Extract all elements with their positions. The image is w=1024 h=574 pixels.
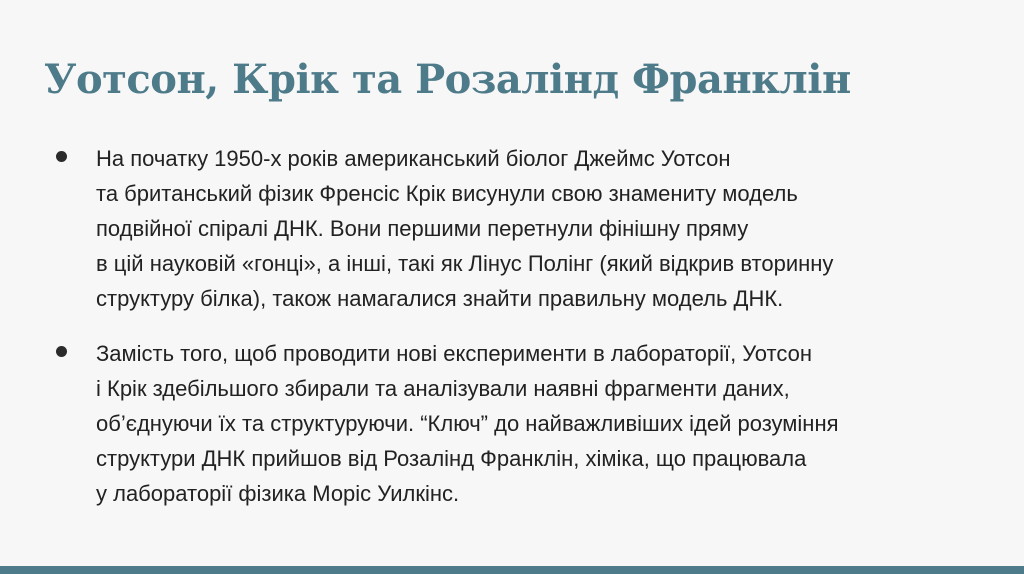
bullet-text-line: об’єднуючи їх та структуруючи. “Ключ” до найважливіших ідей розуміння bbox=[96, 411, 839, 436]
footer-accent-bar bbox=[0, 566, 1024, 574]
bullet-list bbox=[56, 141, 996, 531]
bullet-dot-icon bbox=[56, 346, 67, 357]
bullet-text-line: і Крік здебільшого збирали та аналізували наявні фрагменти даних, bbox=[96, 376, 790, 401]
bullet-text-line: в цій науковій «гонці», а інші, такі як Лінус Полінг (який відкрив вторинну bbox=[96, 251, 834, 276]
slide-title: Уотсон, Крік та Розалінд Франклін bbox=[44, 56, 851, 103]
bullet-text-line: структури ДНК прийшов від Розалінд Франклін, хіміка, що працювала bbox=[96, 446, 807, 471]
bullet-text-line: структуру білка), також намагалися знайти правильну модель ДНК. bbox=[96, 286, 784, 311]
bullet-text-line: Замість того, щоб проводити нові експерименти в лабораторії, Уотсон bbox=[96, 341, 813, 366]
bullet-item bbox=[56, 336, 996, 511]
bullet-text-line: На початку 1950-х років американський біолог Джеймс Уотсон bbox=[96, 146, 731, 171]
bullet-item bbox=[56, 141, 996, 316]
bullet-dot-icon bbox=[56, 151, 67, 162]
bullet-text-line: та британський фізик Френсіс Крік висунули свою знамениту модель bbox=[96, 181, 798, 206]
bullet-text-line: подвійної спіралі ДНК. Вони першими перетнули фінішну пряму bbox=[96, 216, 749, 241]
bullet-text-line: у лабораторії фізика Моріс Уилкінс. bbox=[96, 481, 460, 506]
